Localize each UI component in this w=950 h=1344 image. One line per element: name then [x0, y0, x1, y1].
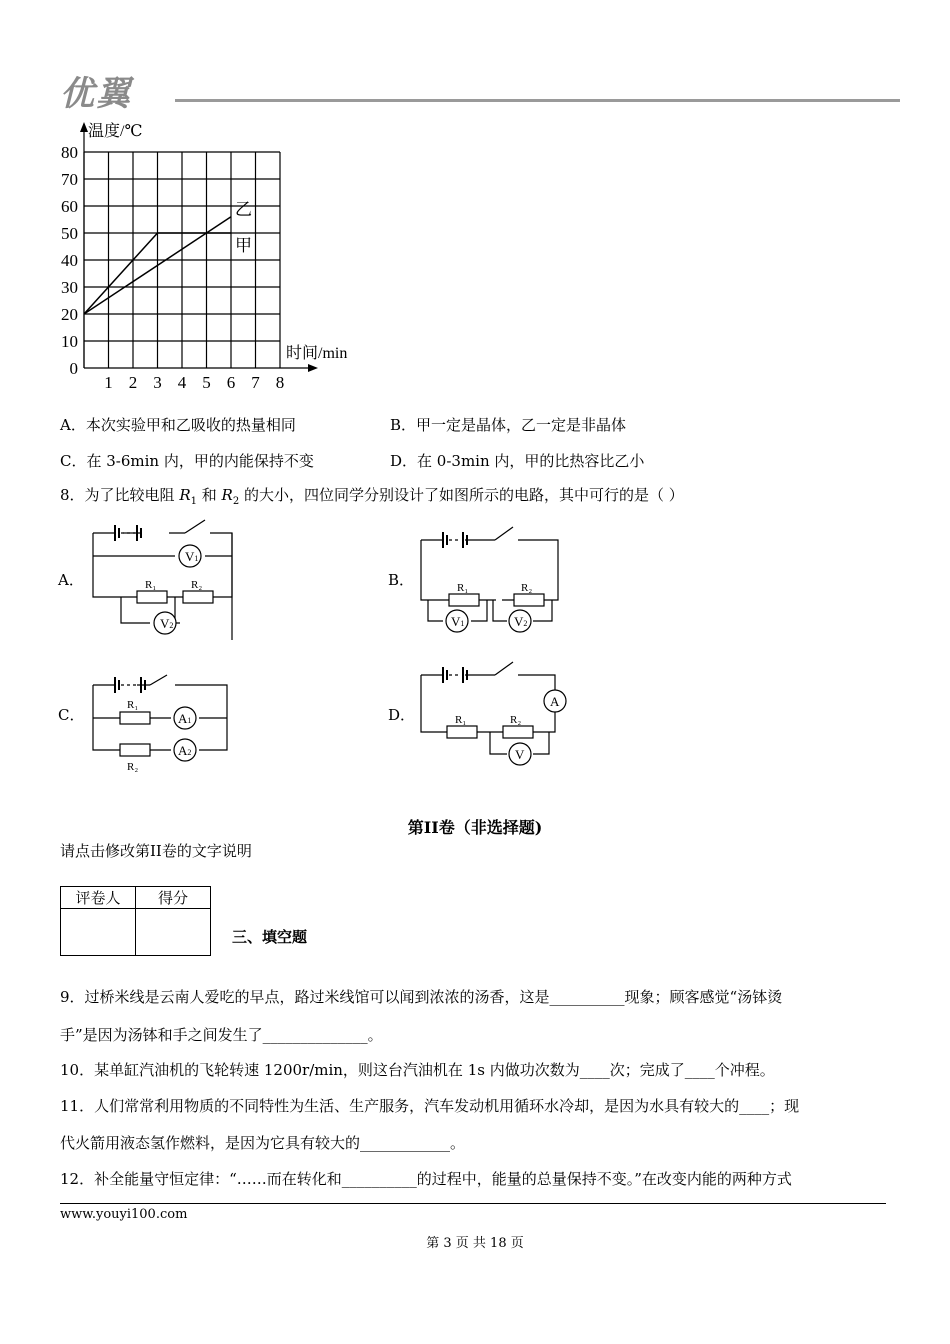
ammeter-a2: A2 [178, 743, 192, 758]
page-number: 第 3 页 共 18 页 [426, 1236, 524, 1251]
circuit-d-diagram [413, 650, 583, 775]
x-tick-label: 2 [128, 373, 138, 392]
x-tick-label: 1 [104, 373, 113, 392]
ammeter-a1: A1 [178, 711, 192, 726]
r1-label: R₁ [455, 714, 467, 726]
r2-label: R₂ [127, 761, 139, 773]
y-tick-label: 30 [61, 278, 78, 297]
question-12-line1: 12．补全能量守恒定律：“……而在转化和__________的过程中，能量的总量保持不变。”在改变内能的两种方式 [60, 1170, 792, 1188]
y-axis-arrow [80, 122, 88, 132]
x-axis-arrow [308, 364, 318, 372]
y-tick-label: 40 [61, 251, 78, 270]
x-tick-label: 3 [153, 373, 162, 392]
y-tick-label: 20 [61, 305, 78, 324]
score-cell [136, 909, 211, 956]
voltmeter-v: V [515, 747, 525, 762]
y-tick-label: 70 [61, 170, 78, 189]
section-title: 第II卷（非选择题) [407, 818, 543, 837]
grader-cell [61, 909, 136, 956]
question-11-line1: 11．人们常常利用物质的不同特性为生活、生产服务，汽车发动机用循环水冷却，是因为水具有较大的____；现 [60, 1097, 800, 1115]
r1-label: R₁ [145, 579, 157, 591]
question-11-line2: 代火箭用液态氢作燃料，是因为它具有较大的____________。 [60, 1134, 466, 1152]
grader-header: 评卷人 [61, 887, 136, 909]
series-label: 甲 [235, 236, 252, 255]
circuit-a-label[interactable]: A． [58, 571, 84, 589]
r2-label: R₂ [510, 714, 522, 726]
temperature-time-chart [50, 110, 370, 400]
y-axis-label: 温度/℃ [88, 123, 143, 140]
series-label: 乙 [235, 199, 252, 219]
logo: 优翼 [60, 74, 132, 114]
x-tick-label: 5 [202, 373, 211, 392]
question-10: 10．某单缸汽油机的飞轮转速 1200r/min，则这台汽油机在 1s 内做功次数为____次；完成了____个冲程。 [60, 1061, 775, 1079]
footer-url[interactable]: www.youyi100.com [60, 1207, 188, 1222]
y-tick-label: 10 [61, 332, 78, 351]
footer-divider [60, 1203, 886, 1204]
r1-label: R₁ [457, 582, 469, 594]
r1-label: R₁ [127, 699, 139, 711]
score-header: 得分 [136, 887, 211, 909]
r2-label: R₂ [521, 582, 533, 594]
x-tick-label: 6 [226, 373, 236, 392]
option-d[interactable]: D．在 0-3min 内，甲的比热容比乙小 [390, 452, 645, 470]
circuit-b-diagram [413, 515, 573, 640]
ammeter-a: A [550, 694, 560, 709]
part-title: 三、填空题 [232, 928, 308, 946]
question-9-line1: 9．过桥米线是云南人爱吃的早点，路过米线馆可以闻到浓浓的汤香，这是__________现象；顾客感觉“汤钵烫 [60, 988, 783, 1006]
y-tick-label: 80 [61, 143, 78, 162]
circuit-c-diagram [85, 660, 245, 775]
x-axis-label: 时间/min [286, 345, 348, 362]
voltmeter-v1: V1 [451, 614, 465, 629]
question-8: 8．为了比较电阻 $R_1$ 和 $R_2$ 的大小，四位同学分别设计了如图所示的电路，其中可行的是（ ） [60, 486, 684, 507]
circuit-c-label[interactable]: C． [58, 706, 85, 724]
question-9-line2: 手”是因为汤钵和手之间发生了______________。 [60, 1026, 383, 1044]
r2-label: R₂ [191, 579, 203, 591]
y-tick-label: 60 [61, 197, 78, 216]
y-tick-label: 0 [69, 359, 78, 378]
voltmeter-v2: V2 [514, 614, 528, 629]
voltmeter-v2: V2 [160, 616, 174, 631]
x-tick-label: 8 [275, 373, 285, 392]
y-tick-label: 50 [61, 224, 78, 243]
circuit-b-label[interactable]: B． [388, 571, 415, 589]
option-c[interactable]: C．在 3-6min 内，甲的内能保持不变 [60, 452, 314, 470]
circuit-d-label[interactable]: D． [388, 706, 416, 724]
header-divider [175, 99, 900, 102]
option-a[interactable]: A．本次实验甲和乙吸收的热量相同 [60, 416, 296, 434]
x-tick-label: 7 [251, 373, 260, 392]
circuit-a-diagram [85, 515, 245, 640]
section-note[interactable]: 请点击修改第II卷的文字说明 [60, 842, 252, 860]
voltmeter-v1: V1 [185, 549, 199, 564]
x-tick-label: 4 [177, 373, 187, 392]
option-b[interactable]: B．甲一定是晶体，乙一定是非晶体 [390, 416, 627, 434]
score-table [60, 886, 211, 956]
